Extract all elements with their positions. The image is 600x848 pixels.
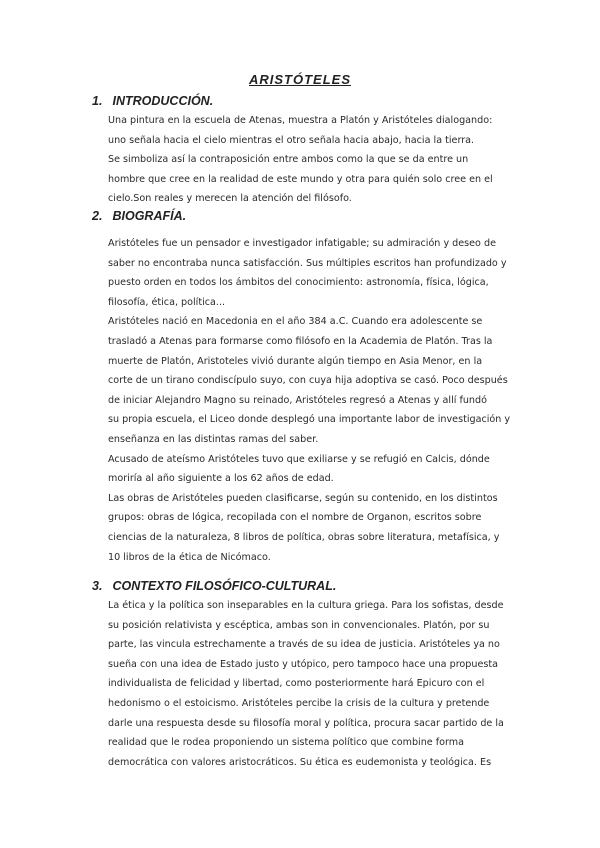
section-body-introduccion: Una pintura en la escuela de Atenas, muestra a Platón y Aristóteles dialogando: uno señala hacia el cielo mientras el otro señala hacia abajo, hacia la tierra. Se simboliza así la contraposición entre ambos como la que se da entre un hombre que cree en la realidad de este mundo y otra para quién solo cree en el cielo.Son reales y merecen la atención del filósofo. — [108, 115, 493, 205]
section-number: 3. — [92, 579, 103, 593]
document-title: ARISTÓTELES — [248, 72, 351, 87]
section-body-biografia: Aristóteles fue un pensador e investigador infatigable; su admiración y deseo de saber no encontraba nunca satisfacción. Sus múltiples escritos han profundizado y puesto orden en todos los ámbitos del conocimiento: astronomía, física, lógica, filosofía, ética, política... Aristóteles nació en Macedonia en el año 384 a.C. Cuando era adolescente se trasladó a Atenas para formarse como filósofo en la Academia de Platón. Tras la muerte de Platón, Aristoteles vivió durante algún tiempo en Asia Menor, en la corte de un tirano condiscípulo suyo, con cuya hija adoptiva se casó. Poco después de iniciar Alejandro Magno su reinado, Aristóteles regresó a Atenas y allí fundó su propia escuela, el Liceo donde desplegó una importante labor de investigación y enseñanza en las distintas ramas del saber. Acusado de ateísmo Aristóteles tuvo que exiliarse y se refugió en Calcis, dónde moriría al año siguiente a los 62 años de edad. Las obras de Aristóteles pueden clasificarse, según su contenido, en los distintos grupos: obras de lógica, recopilada con el nombre de Organon, escritos sobre ciencias de la naturaleza, 8 libros de política, obras sobre literatura, metafísica, y 10 libros de la ética de Nicómaco. — [108, 238, 511, 563]
section-heading-text: CONTEXTO FILOSÓFICO-CULTURAL. — [112, 579, 337, 593]
section-heading-contexto — [92, 579, 336, 593]
section-number: 1. — [92, 94, 103, 108]
section-heading-introduccion — [92, 94, 213, 108]
section-number: 2. — [92, 209, 103, 223]
section-heading-biografia — [92, 209, 186, 223]
section-heading-text: INTRODUCCIÓN. — [112, 94, 214, 108]
section-heading-text: BIOGRAFÍA. — [112, 209, 187, 223]
section-body-contexto: La ética y la política son inseparables en la cultura griega. Para los sofistas, desde su posición relativista y escéptica, ambas son in convencionales. Platón, por su parte, las vincula estrechamente a través de su idea de justicia. Aristóteles ya no sueña con una idea de Estado justo y utópico, pero tampoco hace una propuesta individualista de felicidad y libertad, como posteriormente hará Epicuro con el hedonismo o el estoicismo. Aristóteles percibe la crisis de la cultura y pretende darle una respuesta desde su filosofía moral y política, procura sacar partido de la realidad que le rodea proponiendo un sistema político que combine forma democrática con valores aristocráticos. Su ética es eudemonista y teológica. Es — [108, 600, 504, 768]
